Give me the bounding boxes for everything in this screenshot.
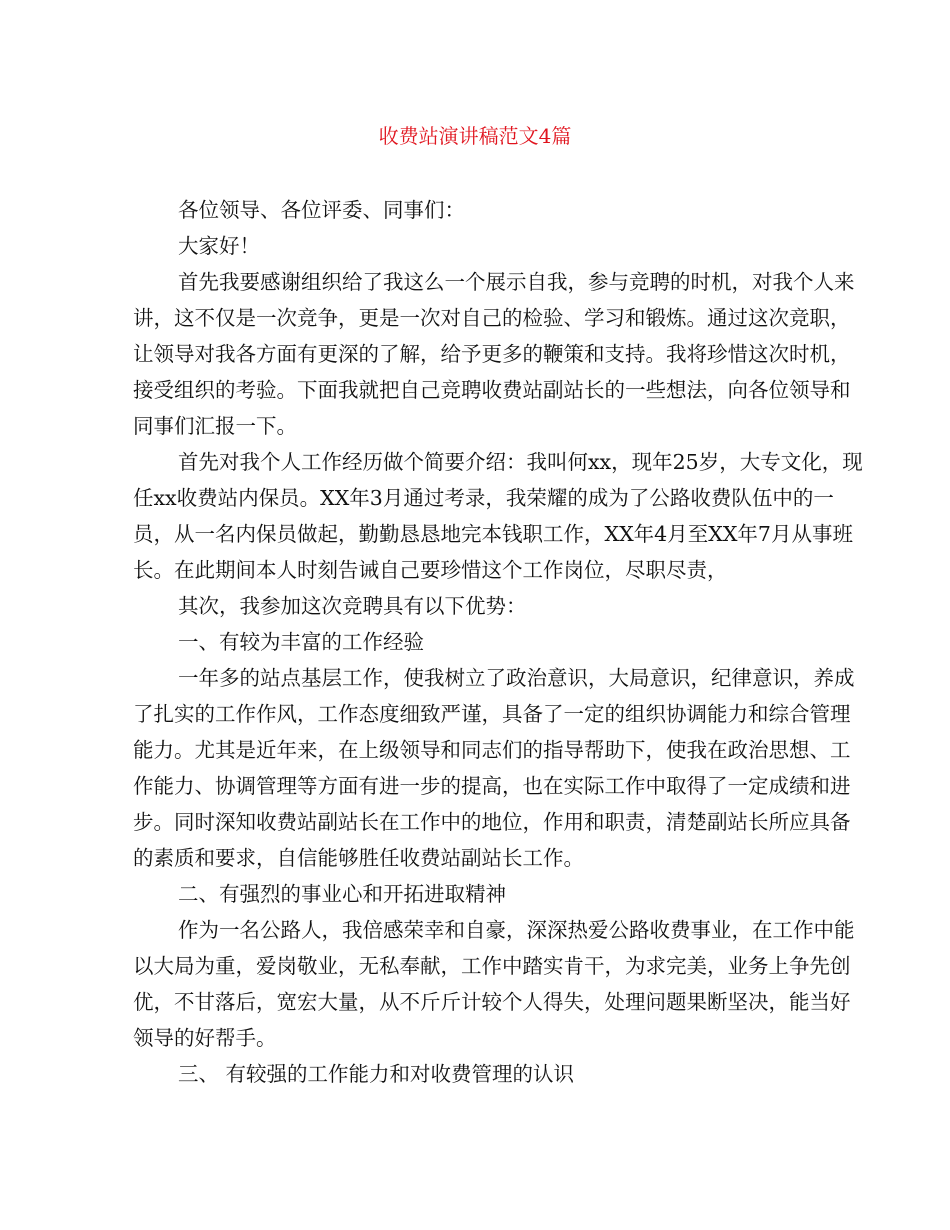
text-line: 作能力、协调管理等方面有进一步的提高，也在实际工作中取得了一定成绩和进 bbox=[133, 774, 851, 798]
paragraph bbox=[133, 192, 805, 228]
text-line: 首先对我个人工作经历做个简要介绍：我叫何xx，现年25岁，大专文化，现 bbox=[178, 450, 863, 474]
text-line: 领导的好帮手。 bbox=[133, 1026, 277, 1050]
text-line: 作为一名公路人，我倍感荣幸和自豪，深深热爱公路收费事业，在工作中能 bbox=[178, 918, 855, 942]
document-title: 收费站演讲稿范文4篇 bbox=[378, 124, 572, 148]
text-line: 一、有较为丰富的工作经验 bbox=[178, 630, 424, 654]
paragraph bbox=[133, 912, 855, 1056]
text-line: 以大局为重，爱岗敬业，无私奉献，工作中踏实肯干，为求完美，业务上争先创 bbox=[133, 954, 851, 978]
paragraph bbox=[133, 228, 805, 264]
text-line: 一年多的站点基层工作，使我树立了政治意识，大局意识，纪律意识，养成 bbox=[178, 666, 855, 690]
text-line: 让领导对我各方面有更深的了解，给予更多的鞭策和支持。我将珍惜这次时机， bbox=[133, 342, 851, 366]
text-line: 三、 有较强的工作能力和对收费管理的认识 bbox=[178, 1062, 575, 1086]
text-line: 优，不甘落后，宽宏大量，从不斤斤计较个人得失，处理问题果断坚决，能当好 bbox=[133, 990, 851, 1014]
text-line: 能力。尤其是近年来，在上级领导和同志们的指导帮助下，使我在政治思想、工 bbox=[133, 738, 851, 762]
text-line: 了扎实的工作作风，工作态度细致严谨，具备了一定的组织协调能力和综合管理 bbox=[133, 702, 851, 726]
text-line: 二、有强烈的事业心和开拓进取精神 bbox=[178, 882, 506, 906]
paragraph bbox=[133, 264, 855, 444]
paragraph bbox=[133, 660, 855, 876]
text-line: 大家好！ bbox=[178, 234, 260, 258]
text-line: 步。同时深知收费站副站长在工作中的地位，作用和职责，清楚副站长所应具备 bbox=[133, 810, 851, 834]
text-line: 其次，我参加这次竞聘具有以下优势： bbox=[178, 594, 527, 618]
paragraph bbox=[133, 588, 805, 624]
text-line: 接受组织的考验。下面我就把自己竞聘收费站副站长的一些想法，向各位领导和 bbox=[133, 378, 851, 402]
text-line: 各位领导、各位评委、同事们： bbox=[178, 198, 465, 222]
text-line: 同事们汇报一下。 bbox=[133, 414, 297, 438]
text-line: 员，从一名内保员做起，勤勤恳恳地完本钱职工作，XX年4月至XX年7月从事班 bbox=[133, 522, 853, 546]
text-line: 讲，这不仅是一次竞争，更是一次对自己的检验、学习和锻炼。通过这次竞职， bbox=[133, 306, 851, 330]
paragraph bbox=[133, 1056, 805, 1092]
paragraph bbox=[133, 444, 863, 588]
document-body bbox=[133, 192, 863, 1092]
text-line: 的素质和要求，自信能够胜任收费站副站长工作。 bbox=[133, 846, 584, 870]
text-line: 任xx收费站内保员。XX年3月通过考录，我荣耀的成为了公路收费队伍中的一 bbox=[133, 486, 834, 510]
text-line: 长。在此期间本人时刻告诫自己要珍惜这个工作岗位，尽职尽责， bbox=[133, 558, 728, 582]
text-line: 首先我要感谢组织给了我这么一个展示自我，参与竞聘的时机，对我个人来 bbox=[178, 270, 855, 294]
paragraph bbox=[133, 876, 805, 912]
paragraph bbox=[133, 624, 805, 660]
